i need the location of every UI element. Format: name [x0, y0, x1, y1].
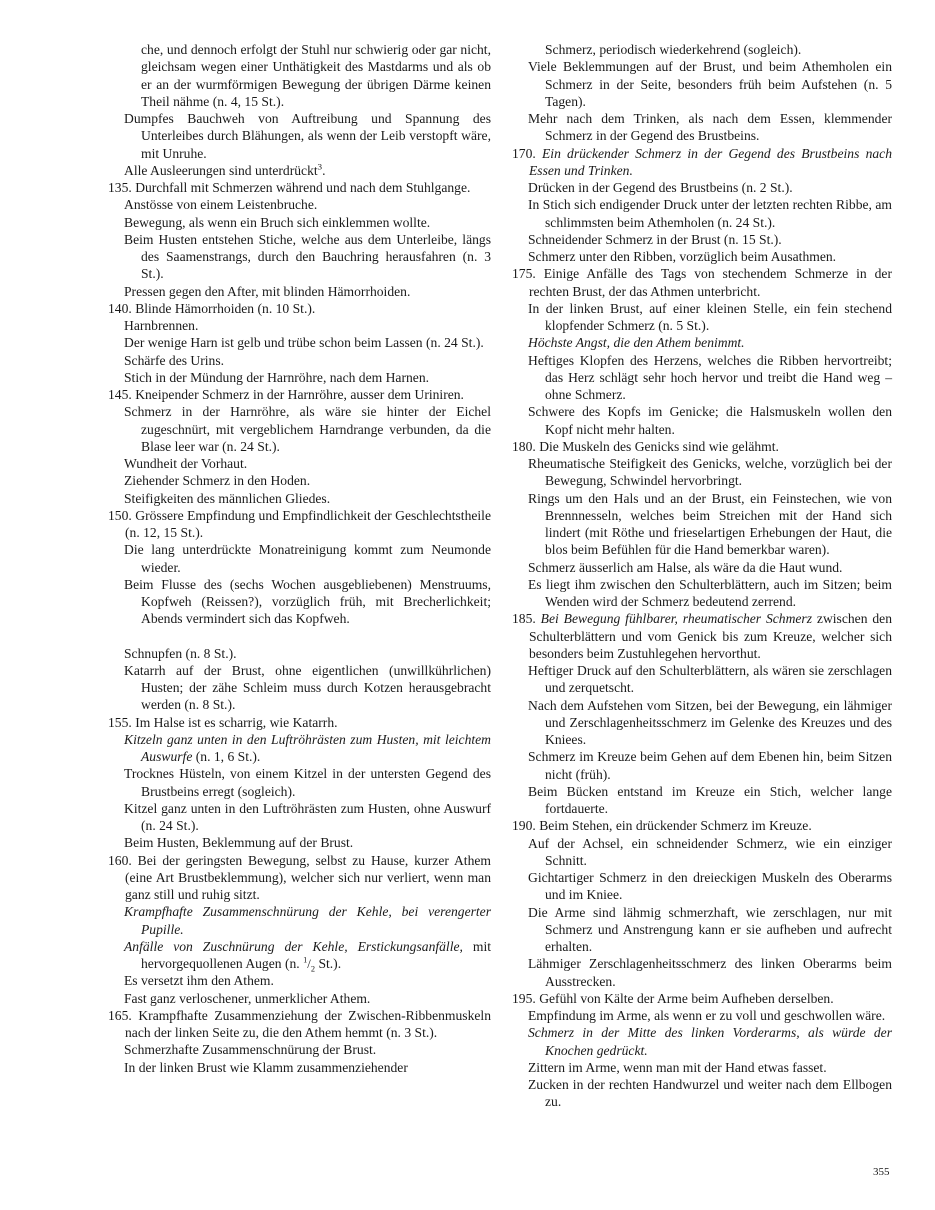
numbered-entry-180: 180. Die Muskeln des Genicks sind wie gelähmt.: [512, 438, 779, 454]
symptom-entry: Anstösse von einem Leistenbruche.: [124, 197, 318, 213]
symptom-entry-italic: Schmerz in der Mitte des linken Vorderarms, als würde der Knochen gedrückt.: [528, 1025, 892, 1058]
symptom-entry: In der linken Brust wie Klamm zusammenziehender: [124, 1059, 408, 1075]
blank-gap: [108, 628, 491, 645]
fraction-numerator: 1: [303, 955, 308, 965]
symptom-entry: Die Arme sind lähmig schmerzhaft, wie zerschlagen, nur mit Schmerz und Anstrengung kann er sie aufheben und aufrecht erhalten.: [528, 904, 892, 954]
symptom-entry: Viele Beklemmungen auf der Brust, und beim Athemholen ein Schmerz in der Seite, besonders früh beim Aufstehen (n. 5 Tagen).: [528, 59, 892, 109]
fraction: $^1/_2$: [303, 955, 316, 974]
symptom-entry: Schmerz in der Harnröhre, als wäre sie hinter der Eichel zugeschnürt, mit vergeblichem Harndrange verbunden, da die Blase leer war (n. 24 St.).: [124, 404, 491, 454]
symptom-entry: Schnupfen (n. 8 St.).: [124, 645, 237, 661]
page-number: 355: [873, 1166, 890, 1178]
symptom-entry: Rings um den Hals und an der Brust, ein Feinstechen, wie von Brennnesseln, welches beim Streichen mit der Hand sich lindert (mit Röthe und frieselartigen Erhebungen der Haut, die blos beim Befühlen für die Hand bemerkbar waren).: [528, 490, 892, 558]
symptom-entry: Empfindung im Arme, als wenn er zu voll und geschwollen wäre.: [528, 1008, 886, 1023]
numbered-entry-140: 140. Blinde Hämorrhoiden (n. 10 St.).: [108, 300, 316, 316]
symptom-entry: Bewegung, als wenn ein Bruch sich einklemmen wollte.: [124, 214, 431, 230]
symptom-entry: Schmerz im Kreuze beim Gehen auf dem Ebenen hin, beim Sitzen nicht (früh).: [528, 749, 892, 782]
symptom-entry: Es versetzt ihm den Athem.: [124, 973, 274, 989]
symptom-entry: Auf der Achsel, ein schneidender Schmerz, wie ein einziger Schnitt.: [528, 835, 892, 868]
symptom-entry: Harnbrennen.: [124, 318, 199, 333]
symptom-entry: Beim Husten, Beklemmung auf der Brust.: [124, 835, 354, 851]
symptom-entry: Schwere des Kopfs im Genicke; die Halsmuskeln wollen den Kopf nicht mehr halten.: [528, 404, 892, 437]
symptom-entry: Zucken in der rechten Handwurzel und weiter nach dem Ellbogen zu.: [528, 1077, 892, 1110]
italic-text: Kitzeln ganz unten in den Luftröhrästen zum Husten, mit leichtem Auswurfe: [124, 731, 491, 764]
entry-text-end: St.).: [315, 956, 342, 971]
footnote-marker: 3: [317, 161, 323, 172]
numbered-entry-150: 150. Grössere Empfindung und Empfindlichkeit der Geschlechtstheile (n. 12, 15 St.).: [108, 507, 491, 540]
symptom-entry: Pressen gegen den After, mit blinden Hämorrhoiden.: [124, 283, 411, 299]
symptom-entry: Schmerz äusserlich am Halse, als wäre da die Haut wund.: [528, 559, 843, 575]
symptom-entry: Schneidender Schmerz in der Brust (n. 15 St.).: [528, 231, 782, 247]
symptom-entry: Schmerz unter den Ribben, vorzüglich beim Ausathmen.: [528, 249, 837, 264]
symptom-entry: [108, 162, 491, 179]
numbered-entry-195: 195. Gefühl von Kälte der Arme beim Aufheben derselben.: [512, 990, 834, 1006]
italic-text: Bei Bewegung fühlbarer, rheumatischer Schmerz: [540, 611, 813, 627]
symptom-entry: Kitzel ganz unten in den Luftröhrästen zum Husten, ohne Auswurf (n. 24 St.).: [124, 800, 491, 833]
symptom-entry: Zittern im Arme, wenn man mit der Hand etwas fasset.: [528, 1059, 827, 1075]
symptom-entry: Dumpfes Bauchweh von Auftreibung und Spannung des Unterleibes durch Blähungen, als wenn der Leib verstopft wäre, mit Unruhe.: [124, 111, 491, 161]
symptom-entry: Schärfe des Urins.: [124, 352, 225, 368]
symptom-entry: Ziehender Schmerz in den Hoden.: [124, 473, 311, 489]
numbered-entry-185: [512, 610, 892, 662]
symptom-entry: [108, 938, 491, 973]
symptom-entry: In Stich sich endigender Druck unter der letzten rechten Ribbe, am schlimmsten beim Athemholen (n. 24 St.).: [528, 197, 892, 230]
symptom-entry-italic: Krampfhafte Zusammenschnürung der Kehle, bei verengerter Pupille.: [124, 904, 491, 937]
symptom-entry: Nach dem Aufstehen vom Sitzen, bei der Bewegung, ein lähmiger und Zerschlagenheitsschmerz im Gelenke des Kreuzes und des Kniees.: [528, 697, 892, 747]
numbered-entry-165: 165. Krampfhafte Zusammenziehung der Zwischen-Ribbenmuskeln nach der linken Seite zu, die den Athem hemmt (n. 3 St.).: [108, 1007, 491, 1040]
entry-text: Alle Ausleerungen sind unterdrückt: [124, 162, 318, 178]
fraction-denominator: 2: [310, 964, 316, 974]
symptom-entry: Die lang unterdrückte Monatreinigung kommt zum Neumonde wieder.: [124, 542, 491, 575]
entry-text-end: .: [322, 162, 326, 178]
symptom-entry: Schmerzhafte Zusammenschnürung der Brust.: [124, 1042, 377, 1058]
symptom-entry: Wundheit der Vorhaut.: [124, 456, 248, 471]
numbered-entry-170: [512, 145, 892, 180]
left-column: [108, 41, 491, 1076]
symptom-entry: Der wenige Harn ist gelb und trübe schon beim Lassen (n. 24 St.).: [124, 335, 484, 351]
symptom-entry: Lähmiger Zerschlagenheitsschmerz des linken Oberarms beim Ausstrecken.: [528, 956, 892, 989]
symptom-entry: Es liegt ihm zwischen den Schulterblättern, auch im Sitzen; beim Wenden wird der Schmerz bedeutend zerrend.: [528, 576, 892, 609]
entry-text: mit hervorgequollenen Augen (n.: [141, 938, 491, 971]
numbered-entry-175: 175. Einige Anfälle des Tags von stechendem Schmerze in der rechten Brust, der das Athmen unterbricht.: [512, 266, 892, 299]
symptom-entry: [108, 731, 491, 766]
symptom-entry: Drücken in der Gegend des Brustbeins (n. 2 St.).: [528, 180, 793, 195]
symptom-entry: Heftiges Klopfen des Herzens, welches die Ribben hervortreibt; das Herz schlägt sehr hoch hervor und treibt die Hand weg – ohne Schmerz.: [528, 352, 892, 402]
symptom-entry: Beim Flusse des (sechs Wochen ausgebliebenen) Menstruums, Kopfweh (Reissen?), vorzüglich früh, mit Brecherlichkeit; Abends vermindert sich das Kopfweh.: [124, 576, 491, 627]
entry-number: 170.: [512, 145, 542, 161]
italic-text: Anfälle von Zuschnürung der Kehle, Erstickungsanfälle,: [124, 938, 463, 954]
italic-text: Ein drückender Schmerz in der Gegend des Brustbeins nach Essen und Trinken.: [529, 145, 892, 178]
symptom-entry: Trocknes Hüsteln, von einem Kitzel in der untersten Gegend des Brustbeins erregt (sogleich).: [124, 766, 491, 799]
symptom-entry: In der linken Brust, auf einer kleinen Stelle, ein fein stechend klopfender Schmerz (n. 5 St.).: [528, 300, 892, 333]
symptom-entry: Heftiger Druck auf den Schulterblättern, als wären sie zerschlagen und zerquetscht.: [528, 663, 892, 696]
entry-continuation: che, und dennoch erfolgt der Stuhl nur schwierig oder gar nicht, gleichsam wegen einer Unthätigkeit des Mastdarms und als ob er an der wurmförmigen Bewegung der übrigen Därme keinen Theil nähme (n. 4, 15 St.).: [141, 42, 491, 109]
numbered-entry-190: 190. Beim Stehen, ein drückender Schmerz im Kreuze.: [512, 818, 812, 834]
symptom-entry: Rheumatische Steifigkeit des Genicks, welche, vorzüglich bei der Bewegung, Schwindel hervorbringt.: [528, 456, 892, 489]
entry-text-end: zwischen den Schulterblättern und vom Genick bis zum Kreuze, welcher sich besonders beim Zustuhlegehen hervorthut.: [529, 611, 892, 661]
symptom-entry: Beim Husten entstehen Stiche, welche aus dem Unterleibe, längs des Saamenstrangs, durch den Bauchring herausfahren (n. 3 St.).: [124, 231, 491, 282]
numbered-entry-160: 160. Bei der geringsten Bewegung, selbst zu Hause, kurzer Athem (eine Art Brustbeklemmung), welcher sich nur verliert, wenn man ganz still und ruhig sitzt.: [108, 852, 491, 902]
symptom-entry: Gichtartiger Schmerz in den dreieckigen Muskeln des Oberarms und im Kniee.: [528, 870, 892, 903]
symptom-entry: Mehr nach dem Trinken, als nach dem Essen, klemmender Schmerz in der Gegend des Brustbeins.: [528, 111, 892, 144]
right-column: [512, 41, 892, 1111]
numbered-entry-135: 135. Durchfall mit Schmerzen während und nach dem Stuhlgange.: [108, 180, 471, 195]
symptom-entry-italic: Höchste Angst, die den Athem benimmt.: [528, 335, 745, 351]
entry-continuation: Schmerz, periodisch wiederkehrend (sogleich).: [545, 42, 802, 57]
symptom-entry: Beim Bücken entstand im Kreuze ein Stich, welcher lange fortdauerte.: [528, 783, 892, 816]
numbered-entry-155: 155. Im Halse ist es scharrig, wie Katarrh.: [108, 714, 338, 730]
symptom-entry: Stich in der Mündung der Harnröhre, nach dem Harnen.: [124, 369, 430, 385]
numbered-entry-145: 145. Kneipender Schmerz in der Harnröhre, ausser dem Uriniren.: [108, 387, 464, 402]
entry-number: 185.: [512, 611, 541, 627]
symptom-entry: Steifigkeiten des männlichen Gliedes.: [124, 490, 331, 506]
entry-text-end: (n. 1, 6 St.).: [192, 749, 261, 764]
symptom-entry: Fast ganz verloschener, unmerklicher Athem.: [124, 990, 371, 1006]
symptom-entry: Katarrh auf der Brust, ohne eigentlichen (unwillkührlichen) Husten; der zähe Schleim muss durch Kotzen herausgebracht werden (n. 8 St.).: [124, 662, 491, 713]
